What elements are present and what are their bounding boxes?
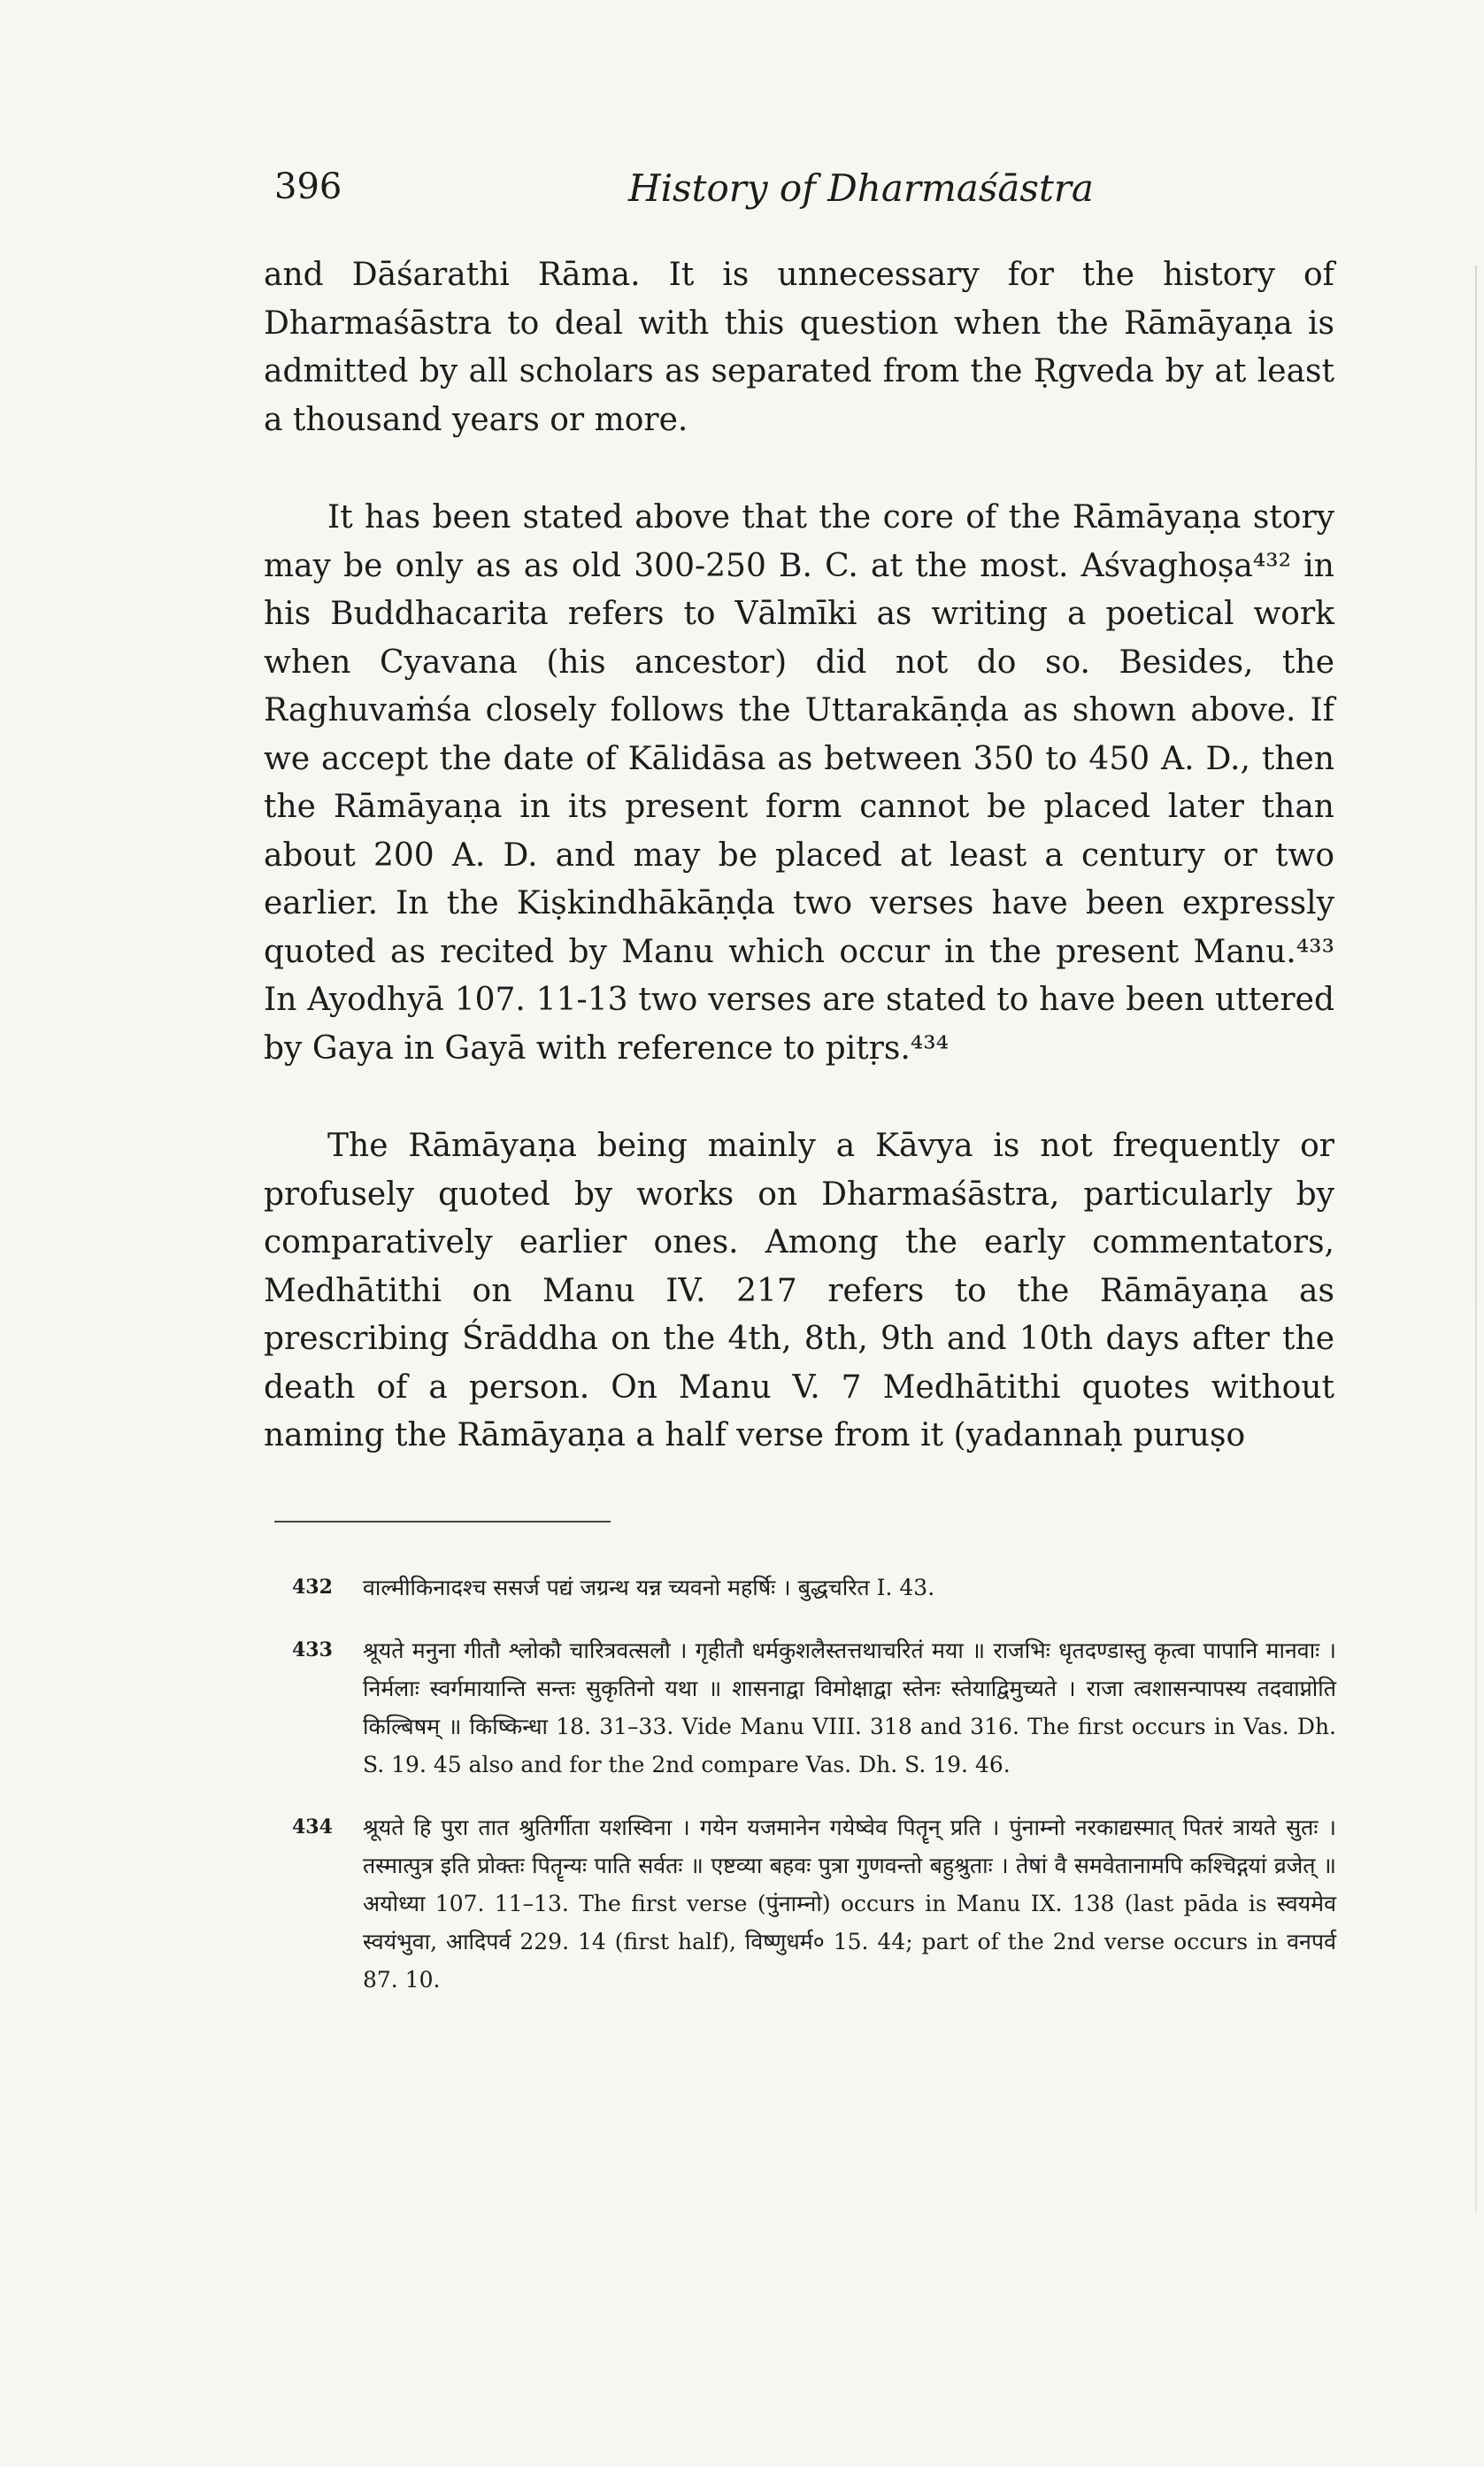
page-edge-shadow [1475,266,1477,2213]
paragraph: It has been stated above that the core of the Rāmāyaṇa story may be only as as old 300-250 B. C. at the most. Aśvaghoṣa⁴³² in his Buddhacarita refers to Vālmīki as writing a poetical work when Cyavana (his ancestor) did not do so. Besides, the Raghuvaṁśa closely follows the Uttarakāṇḍa as shown above. If we accept the date of Kālidāsa as between 350 to 450 A. D., then the Rāmāyaṇa in its present form cannot be placed later than about 200 A. D. and may be placed at least a century or two earlier. In the Kiṣkindhākāṇḍa two verses have been expressly quoted as recited by Manu which occur in the present Manu.⁴³³ In Ayodhyā 107. 11-13 two verses are stated to have been uttered by Gaya in Gayā with reference to pitṛs.⁴³⁴ [264,499,1334,1067]
paragraph: The Rāmāyaṇa being mainly a Kāvya is not frequently or profusely quoted by works on Dharmaśāstra, particularly by comparatively earlier ones. Among the early commentators, Medhātithi on Manu IV. 217 refers to the Rāmāyaṇa as prescribing Śrāddha on the 4th, 8th, 9th and 10th days after the death of a person. On Manu V. 7 Medhātithi quotes without naming the Rāmāyaṇa a half verse from it (yadannaḥ puruṣo [264,1128,1334,1453]
footnote-432 [292,1569,1336,1607]
footnote-434 [292,1808,1336,1999]
page-header [274,166,1336,220]
footnote-text: श्रूयते मनुना गीतौ श्लोकौ चारित्रवत्सलौ । गृहीतौ धर्मकुशलैस्तत्तथाचरितं मया ॥ राजभिः धृतदण्डास्तु कृत्वा पापानि मानवाः । निर्मलाः स्वर्गमायान्ति सन्तः सुकृतिनो यथा ॥ शासनाद्वा विमोक्षाद्वा स्तेनः स्तेयाद्विमुच्यते । राजा त्वशासन्पापस्य तदवाप्नोति किल्बिषम् ॥ किष्किन्धा 18. 31–33. Vide Manu VIII. 318 and 316. The first occurs in Vas. Dh. S. 19. 45 also and for the 2nd compare Vas. Dh. S. 19. 46. [363,1638,1336,1777]
footnote-433 [292,1631,1336,1784]
footnote-number: 434 [292,1816,333,1839]
running-title: History of Dharmaśāstra [628,166,1094,210]
footnote-text: वाल्मीकिनादश्च ससर्ज पद्यं जग्रन्थ यन्न च्यवनो महर्षिः । बुद्धचरित I. 43. [363,1575,935,1600]
footnotes [292,1569,1336,2024]
footnote-number: 433 [292,1638,333,1661]
footnote-text: श्रूयते हि पुरा तात श्रुतिर्गीता यशस्विना । गयेन यजमानेन गयेष्वेव पितॄन् प्रति । पुंनाम्नो नरकाद्यस्मात् पितरं त्रायते सुतः । तस्मात्पुत्र इति प्रोक्तः पितॄन्यः पाति सर्वतः ॥ एष्टव्या बहवः पुत्रा गुणवन्तो बहुश्रुताः । तेषां वै समवेतानामपि कश्चिद्गयां व्रजेत् ॥ अयोध्या 107. 11–13. The first verse (पुंनाम्नो) occurs in Manu IX. 138 (last pāda is स्वयमेव स्वयंभुवा, आदिपर्व 229. 14 (first half), विष्णुधर्म० 15. 44; part of the 2nd verse occurs in वनपर्व 87. 10. [363,1815,1336,1993]
footnote-number: 432 [292,1576,333,1599]
page-number: 396 [274,166,342,207]
main-text [264,251,1334,1461]
footnote-separator [274,1521,611,1523]
paragraph: and Dāśarathi Rāma. It is unnecessary for the history of Dharmaśāstra to deal with this question when the Rāmāyaṇa is admitted by all scholars as separated from the Ṛgveda by at least a thousand years or more. [264,257,1334,438]
